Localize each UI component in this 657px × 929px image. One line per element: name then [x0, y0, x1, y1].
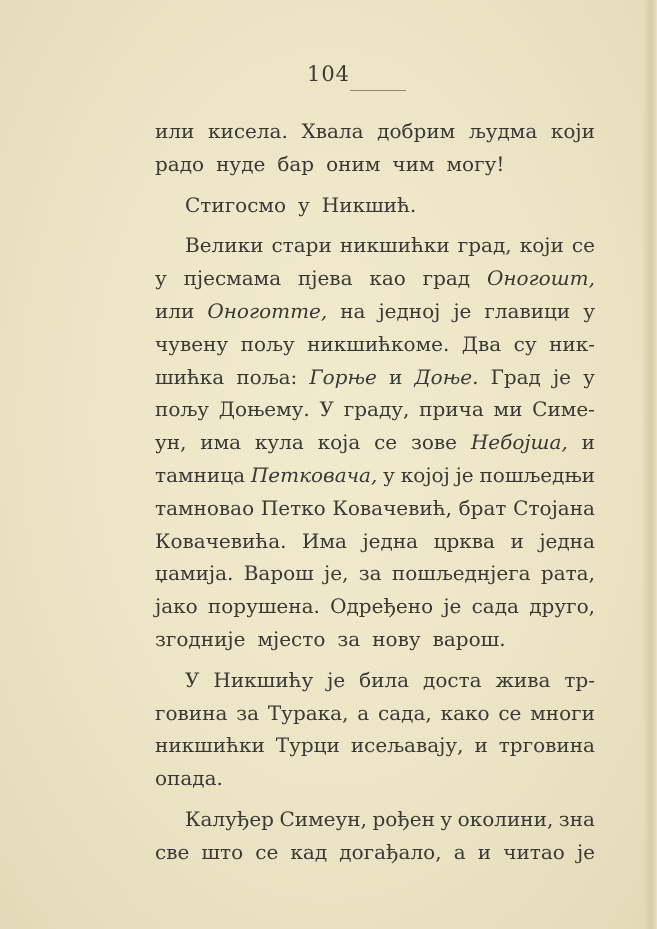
word: град: [422, 266, 471, 291]
word: који: [519, 233, 564, 258]
text-line: [155, 393, 595, 426]
word: Хвала: [301, 119, 364, 143]
word: мјесто: [257, 626, 326, 651]
word: је: [443, 594, 462, 619]
word: стари: [271, 233, 332, 258]
word: се: [374, 430, 398, 455]
word: је: [552, 364, 572, 389]
word: и: [474, 733, 488, 758]
text-line: [155, 729, 595, 762]
word: зове: [410, 430, 458, 455]
word: град,: [457, 233, 512, 258]
word: и: [581, 430, 595, 455]
word: опада.: [155, 766, 223, 791]
word: варош.: [432, 626, 506, 651]
text-line: [155, 115, 595, 148]
word: Град: [490, 364, 541, 389]
word: а: [453, 839, 466, 864]
word: у: [298, 192, 310, 217]
word: рата,: [540, 561, 595, 586]
word: Ковачевић,: [332, 495, 452, 520]
word: кисела.: [207, 119, 288, 143]
word: или: [155, 298, 195, 323]
paragraph-gap: [155, 181, 595, 189]
word-italic: Оноготте,: [207, 298, 328, 323]
word: оним: [326, 151, 381, 176]
text-line: [155, 189, 595, 222]
word-italic: Горње: [309, 364, 377, 389]
page-number: 104: [306, 62, 351, 86]
word: Никшићу: [213, 667, 314, 692]
text-line: [155, 836, 595, 869]
word: читао: [503, 839, 565, 864]
word: или: [155, 119, 195, 143]
word: људма: [468, 119, 538, 143]
text-line: [155, 590, 595, 623]
word: никшићкоме.: [307, 331, 450, 356]
text-line: [155, 262, 595, 295]
word: се: [255, 839, 279, 864]
word: која: [317, 430, 361, 455]
word: како: [440, 700, 490, 725]
word: све: [155, 839, 190, 864]
text-line: [155, 148, 595, 181]
word: Стојана: [513, 495, 595, 520]
word: Велики: [185, 233, 264, 258]
word: су: [513, 331, 537, 356]
word: Петко: [260, 495, 326, 520]
word: црква: [433, 528, 495, 553]
page-edge-shadow: [643, 0, 657, 929]
word: и: [477, 839, 492, 864]
text-line: [155, 557, 595, 590]
word: Стигосмо: [185, 192, 287, 217]
text-line: [155, 492, 595, 525]
word: трговина: [498, 733, 595, 758]
word: који: [550, 119, 595, 143]
word: једној: [378, 298, 441, 323]
word: је: [453, 298, 472, 323]
word: бар: [277, 151, 315, 176]
text-line: [155, 525, 595, 558]
word: жива: [495, 667, 551, 692]
word: зна: [558, 806, 595, 831]
word: нову: [372, 626, 421, 651]
word-italic: Небојша,: [470, 430, 568, 455]
text-line: [155, 361, 595, 394]
word: у: [583, 364, 595, 389]
word: никшићки: [155, 733, 265, 758]
word: у: [583, 298, 595, 323]
word: рођен: [372, 806, 435, 831]
word: доста: [423, 667, 482, 692]
word: има: [200, 430, 242, 455]
word: радо: [155, 151, 205, 176]
word: сада: [471, 594, 519, 619]
word: у: [440, 806, 453, 831]
word: згодније: [155, 626, 246, 651]
word: је,: [324, 561, 349, 586]
word: једна: [539, 528, 595, 553]
word: догађало,: [339, 839, 442, 864]
word: Турци: [275, 733, 340, 758]
word: брат: [458, 495, 507, 520]
text-line: [155, 803, 595, 836]
word: тамновао: [155, 495, 255, 520]
word: за: [337, 626, 361, 651]
word: била: [359, 667, 410, 692]
word: друго,: [529, 594, 595, 619]
word: исељавају,: [350, 733, 464, 758]
word: Одређено: [330, 594, 434, 619]
paragraph-gap: [155, 656, 595, 664]
word: је: [327, 667, 346, 692]
text-line: [155, 623, 595, 656]
word-italic: Доње.: [414, 364, 479, 389]
body-text: [155, 115, 595, 869]
word: једна: [362, 528, 419, 553]
word: добрим: [377, 119, 456, 143]
word: Ковачевића.: [155, 528, 287, 553]
word: као: [369, 266, 406, 291]
word: се: [498, 700, 522, 725]
word: јако: [155, 594, 198, 619]
text-line: [155, 762, 595, 795]
text-line: [155, 426, 595, 459]
word: ник-: [549, 331, 595, 356]
word: шићка: [155, 364, 225, 389]
word: што: [201, 839, 244, 864]
word: за: [236, 700, 260, 725]
word: а: [357, 700, 370, 725]
word: Симеун,: [279, 806, 367, 831]
word-italic: Петковача,: [250, 462, 378, 487]
word: тамница: [155, 462, 245, 487]
word: пјесмама: [183, 266, 282, 291]
word: је: [455, 462, 474, 487]
word: пољу: [240, 331, 295, 356]
word: нуде: [216, 151, 266, 176]
word: Симе-: [532, 397, 595, 422]
word: чим: [392, 151, 435, 176]
text-line: [155, 664, 595, 697]
word: у: [383, 462, 395, 487]
text-line: [155, 459, 595, 492]
word: кад: [290, 839, 328, 864]
text-line: [155, 697, 595, 730]
text-line: [155, 295, 595, 328]
word: тр-: [564, 667, 595, 692]
word: пољу: [155, 397, 210, 422]
word: главици: [484, 298, 571, 323]
word: пјева: [297, 266, 353, 291]
word: поља:: [236, 364, 298, 389]
word: за: [358, 561, 382, 586]
paragraph-gap: [155, 221, 595, 229]
word: Два: [461, 331, 502, 356]
page-number-rule: [350, 90, 406, 91]
word: пошљедњи: [479, 462, 595, 487]
word: прича: [419, 397, 484, 422]
word: Калуђер: [185, 806, 274, 831]
word: могу!: [446, 151, 505, 176]
word-italic: Оногошт,: [486, 266, 595, 291]
word: Никшић.: [321, 192, 417, 217]
word: никшићки: [339, 233, 450, 258]
word: Варош: [243, 561, 314, 586]
word: околини,: [457, 806, 554, 831]
word: порушена.: [207, 594, 320, 619]
text-line: [155, 328, 595, 361]
word: многи: [530, 700, 595, 725]
word: је: [576, 839, 595, 864]
word: ми: [493, 397, 523, 422]
paragraph-gap: [155, 795, 595, 803]
word: пошљеднјега: [391, 561, 531, 586]
word: граду,: [343, 397, 410, 422]
word: Турака,: [267, 700, 349, 725]
word: У: [185, 667, 200, 692]
word: којој: [400, 462, 450, 487]
word: на: [340, 298, 366, 323]
word: кула: [254, 430, 304, 455]
word: говина: [155, 700, 228, 725]
word: У: [319, 397, 334, 422]
text-line: [155, 229, 595, 262]
word: Има: [302, 528, 347, 553]
word: Доњему.: [218, 397, 310, 422]
word: у: [155, 266, 167, 291]
word: џамија.: [155, 561, 234, 586]
word: се: [571, 233, 595, 258]
word: ун,: [155, 430, 187, 455]
word: сада,: [378, 700, 432, 725]
word: чувену: [155, 331, 229, 356]
word: и: [510, 528, 524, 553]
word: и: [388, 364, 403, 389]
